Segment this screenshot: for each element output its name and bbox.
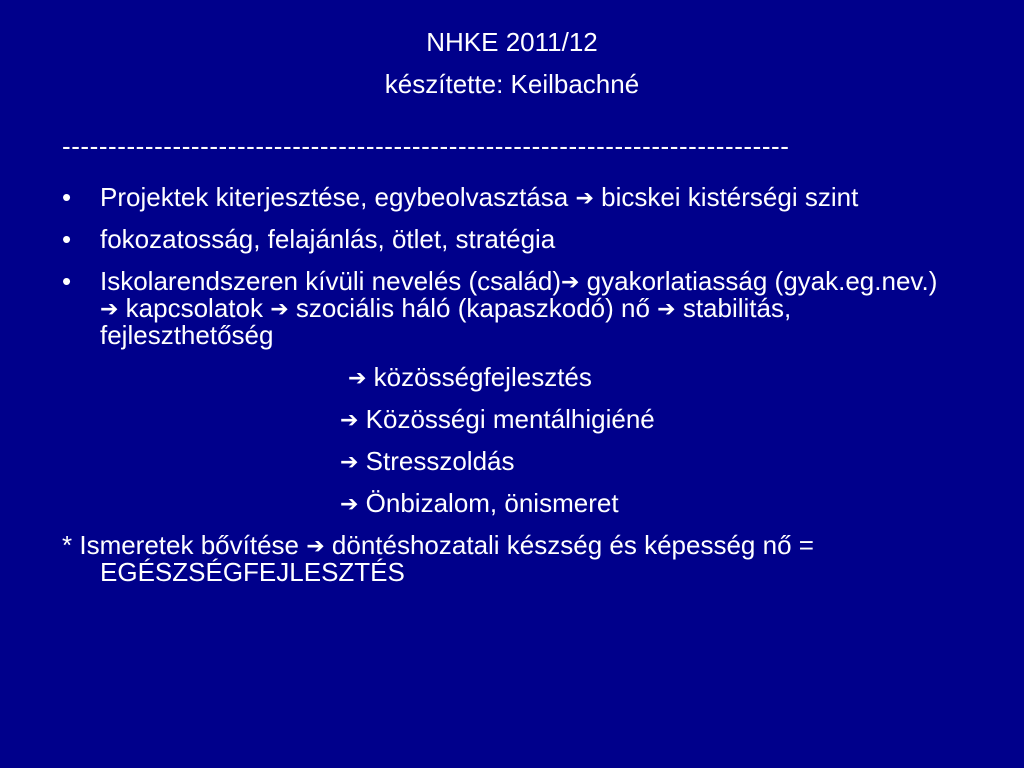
arrow-icon: ➔	[306, 533, 325, 558]
arrow-icon: ➔	[348, 365, 367, 390]
footer-text: döntéshozatali készség és képesség nő = EGÉSZSÉGFEJLESZTÉS	[100, 530, 814, 587]
bullet-dot: •	[62, 224, 72, 254]
bullet-dot: •	[62, 182, 72, 212]
bullet-text: szociális háló (kapaszkodó) nő	[288, 293, 658, 323]
arrow-line-text: Önbizalom, önismeret	[358, 488, 619, 518]
bullet-text: kapcsolatok	[118, 293, 271, 323]
arrow-icon: ➔	[340, 449, 359, 474]
bullet-item-education	[62, 268, 962, 349]
arrow-icon: ➔	[657, 296, 676, 321]
slide-subtitle: készítette: Keilbachné	[384, 69, 640, 99]
footer-statement	[62, 532, 962, 586]
bullet-dot: •	[62, 266, 72, 296]
arrow-line-self-esteem	[62, 490, 962, 517]
bullet-text: bicskei kistérségi szint	[593, 182, 859, 212]
arrow-icon: ➔	[270, 296, 289, 321]
footer-text: * Ismeretek bővítése	[62, 530, 307, 560]
arrow-line-mental-hygiene	[62, 406, 962, 433]
bullet-item-projects	[62, 184, 962, 211]
arrow-icon: ➔	[340, 491, 359, 516]
slide-title: NHKE 2011/12	[426, 27, 598, 57]
arrow-icon: ➔	[575, 185, 594, 210]
arrow-icon: ➔	[561, 269, 580, 294]
bullet-text: Projektek kiterjesztése, egybeolvasztása	[100, 182, 576, 212]
arrow-line-stress	[62, 448, 962, 475]
bullet-text: stabilitás, fejleszthetőség	[100, 293, 792, 350]
arrow-icon: ➔	[100, 296, 119, 321]
dashed-divider: -------------------------------------------------------------------------------	[62, 131, 790, 161]
bullet-text: gyakorlatiasság (gyak.eg.nev.)	[579, 266, 938, 296]
arrow-icon: ➔	[340, 407, 359, 432]
arrow-line-text: Közösségi mentálhigiéné	[358, 404, 655, 434]
arrow-line-community	[62, 364, 962, 391]
bullet-text: fokozatosság, felajánlás, ötlet, stratégia	[100, 224, 556, 254]
slide-body	[62, 184, 962, 586]
bullet-item-gradualness	[62, 226, 962, 253]
arrow-line-text: közösségfejlesztés	[366, 362, 592, 392]
arrow-line-text: Stresszoldás	[358, 446, 515, 476]
bullet-text: Iskolarendszeren kívüli nevelés (család)	[100, 266, 561, 296]
